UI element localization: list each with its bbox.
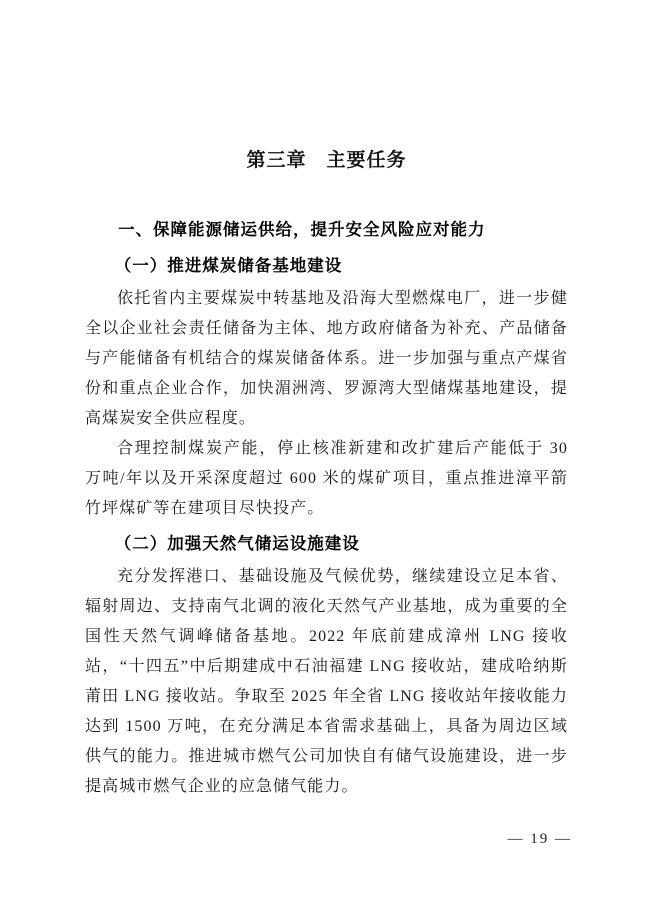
paragraph: 依托省内主要煤炭中转基地及沿海大型燃煤电厂，进一步健全以企业社会责任储备为主体、地方政府储备为补充、产品储备与产能储备有机结合的煤炭储备体系。进一步加强与重点产煤省份和重点企业合作，加快湄洲湾、罗源湾大型储煤基地建设，提高煤炭安全供应程度。 <box>85 290 568 427</box>
subsection-heading-1: （一）推进煤炭储备基地建设 <box>114 256 343 275</box>
chapter-title: 第三章 主要任务 <box>246 150 407 171</box>
page-content <box>85 146 568 802</box>
subsection-heading-2: （二）加强天然气储运设施建设 <box>114 534 360 553</box>
paragraph: 充分发挥港口、基础设施及气候优势，继续建设立足本省、辐射周边、支持南气北调的液化天然气产业基地，成为重要的全国性天然气调峰储备基地。2022 年底前建成漳州 LNG 接收站，“十四五”中后期建成中石油福建 LNG 接收站，建成哈纳斯莆田 LNG 接收站。争取至 2025 年全省 LNG 接收站年接收能力达到 1500 万吨，在充分满足本省需求基础上，具备为周边区域供气的能力。推进城市燃气公司加快自有储气设施建设，进一步提高城市燃气企业的应急储气能力。 <box>85 568 568 795</box>
page-number: — 19 — <box>507 831 572 847</box>
section-heading: 一、保障能源储运供给，提升安全风险应对能力 <box>118 220 486 239</box>
paragraph: 合理控制煤炭产能，停止核准新建和改扩建后产能低于 30 万吨/年以及开采深度超过 600 米的煤矿项目，重点推进漳平箭竹坪煤矿等在建项目尽快投产。 <box>85 440 568 517</box>
